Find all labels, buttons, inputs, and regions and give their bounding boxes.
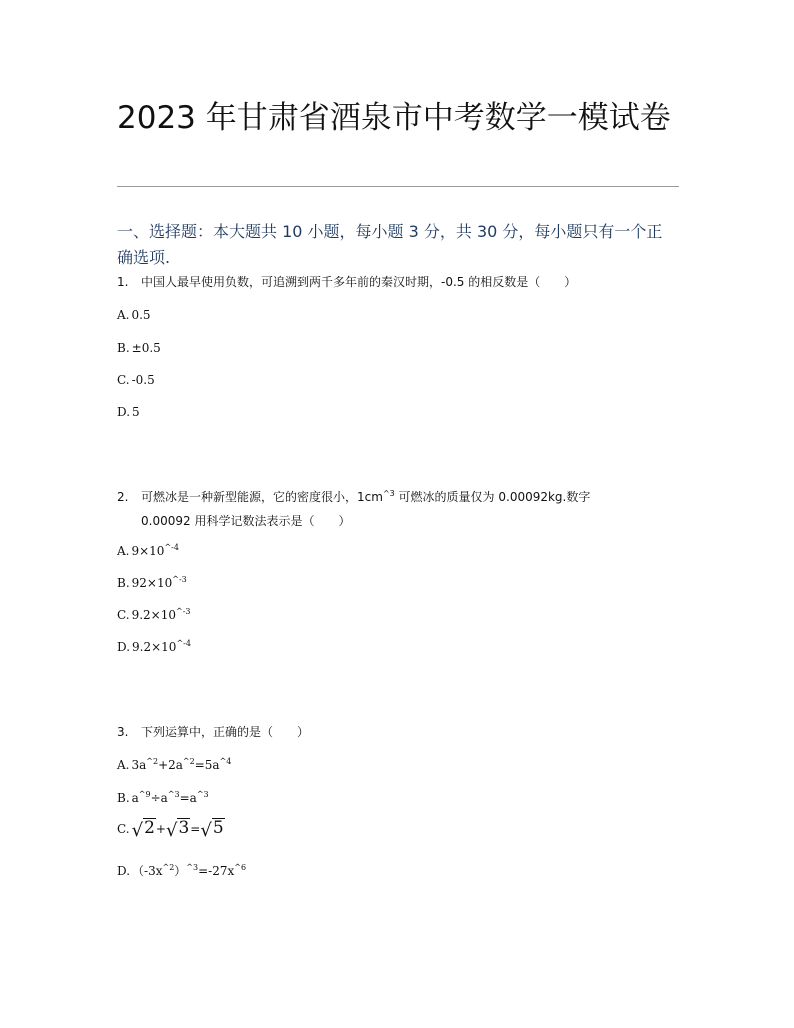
sqrt-icon: √ [131,820,144,841]
superscript: ^3 [382,489,395,498]
option-3c [117,818,225,841]
question-text: 可燃冰是一种新型能源，它的密度很小，1cm [141,490,383,504]
option-text: 0.5 [131,308,151,322]
section-heading: 一、选择题：本大题共 10 小题，每小题 3 分，共 30 分，每小题只有一个正确选项. [117,222,663,267]
operator: + [155,822,166,836]
radicand: 3 [178,818,190,838]
option-label: B. [117,791,130,805]
expr-exponent: ^2 [146,757,159,766]
option-exponent: ^-4 [176,639,191,648]
option-label: C. [117,608,130,622]
expr-exponent: ^3 [167,790,180,799]
expr-exponent: ^4 [219,757,232,766]
option-3a [117,755,231,775]
option-label: B. [117,341,130,355]
operator: = [190,822,201,836]
option-exponent: ^-4 [164,543,179,552]
radicand: 2 [144,818,155,838]
question-2 [117,485,677,533]
radicand: 5 [212,818,224,838]
expr-exponent: ^9 [138,790,151,799]
expr-exponent: ^2 [162,863,175,872]
option-text: 5 [132,405,140,419]
question-1 [117,270,576,294]
option-base: 9.2×10 [132,640,177,654]
title-divider [117,186,679,187]
expr-part: ） [174,864,187,878]
option-2a [117,541,179,561]
option-1c [117,370,155,390]
option-label: B. [117,576,130,590]
option-1a [117,305,151,325]
option-1d [117,402,140,422]
expr-exponent: ^2 [182,757,195,766]
expr-part: =a [179,791,197,805]
option-2c [117,605,191,625]
question-number: 3. [117,725,129,739]
expr-part: =-27x [198,864,235,878]
question-text-line2: 0.00092 用科学记数法表示是（ ） [141,514,351,528]
option-label: C. [117,822,130,836]
option-text: -0.5 [131,373,155,387]
expr-exponent: ^6 [234,863,247,872]
option-3d [117,861,246,881]
option-text: ±0.5 [131,341,161,355]
option-1b [117,338,161,358]
expr-exponent: ^3 [196,790,209,799]
expr-part: a [131,791,139,805]
document-title: 2023 年甘肃省酒泉市中考数学一模试卷 [117,100,671,136]
option-base: 9×10 [131,544,165,558]
option-exponent: ^-3 [176,607,191,616]
option-label: D. [117,864,131,878]
option-label: A. [117,544,130,558]
option-3b [117,788,209,808]
expr-exponent: ^3 [186,863,199,872]
option-2d [117,637,191,657]
option-label: A. [117,758,130,772]
question-text: 中国人最早使用负数，可追溯到两千多年前的秦汉时期，-0.5 的相反数是（ ） [141,275,577,289]
question-number: 1. [117,275,129,289]
question-text-cont: 可燃冰的质量仅为 0.00092kg.数字 [394,490,591,504]
option-label: C. [117,373,130,387]
question-text: 下列运算中，正确的是（ ） [141,725,310,739]
option-label: D. [117,640,131,654]
expr-part: ÷a [150,791,168,805]
option-base: 9.2×10 [131,608,176,622]
question-number: 2. [117,490,129,504]
option-exponent: ^-3 [172,575,187,584]
option-base: 92×10 [131,576,173,590]
option-label: A. [117,308,130,322]
sqrt-icon: √ [165,820,178,841]
expr-part: （-3x [132,864,163,878]
sqrt-icon: √ [200,820,212,841]
expr-part: =5a [194,758,220,772]
question-3 [117,720,309,744]
expr-part: 3a [131,758,147,772]
expr-part: +2a [158,758,183,772]
option-2b [117,573,187,593]
option-label: D. [117,405,131,419]
